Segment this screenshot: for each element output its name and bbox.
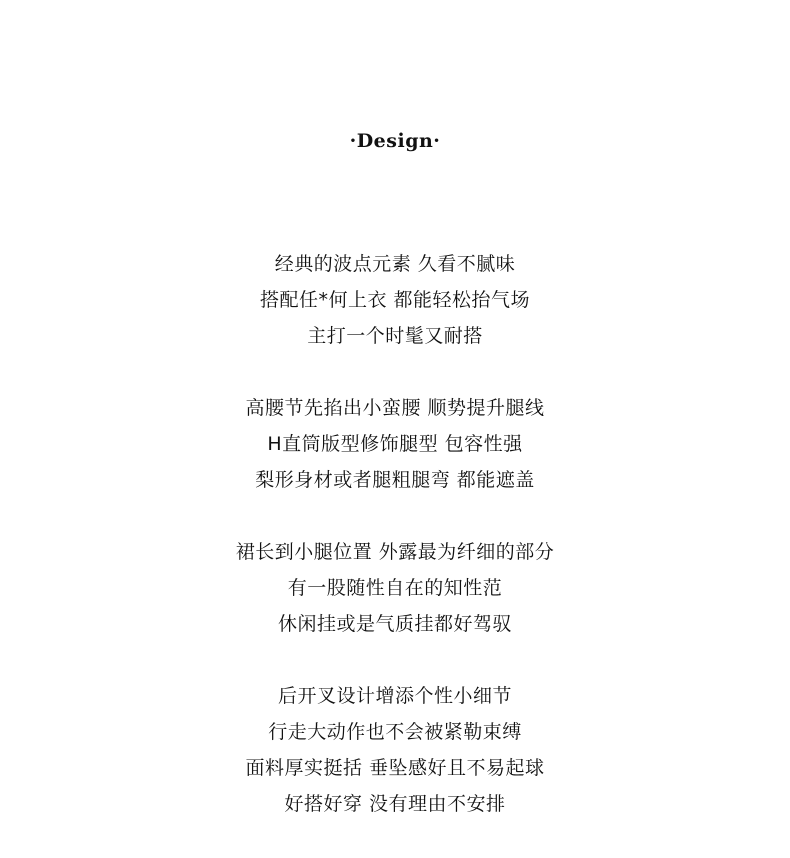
text-line: H直筒版型修饰腿型 包容性强 <box>267 433 523 455</box>
text-line: 后开叉设计增添个性小细节 <box>277 685 512 707</box>
text-line: 休闲挂或是气质挂都好驾驭 <box>277 613 512 635</box>
paragraph-4 <box>0 678 790 822</box>
text-line: 梨形身材或者腿粗腿弯 都能遮盖 <box>255 469 535 491</box>
paragraph-1 <box>0 246 790 354</box>
text-line: 行走大动作也不会被紧勒束缚 <box>268 721 522 743</box>
text-line: 搭配任*何上衣 都能轻松抬气场 <box>259 289 531 311</box>
paragraph-2 <box>0 390 790 498</box>
text-line: 经典的波点元素 久看不腻味 <box>274 253 516 275</box>
text-line: 好搭好穿 没有理由不安排 <box>284 793 506 815</box>
text-line: 有一股随性自在的知性范 <box>287 577 503 599</box>
text-line: 裙长到小腿位置 外露最为纤细的部分 <box>235 541 555 563</box>
text-line: 主打一个时髦又耐搭 <box>307 325 483 347</box>
text-line: 面料厚实挺括 垂坠感好且不易起球 <box>245 757 545 779</box>
page-title: ·Design· <box>349 130 441 152</box>
text-line: 高腰节先掐出小蛮腰 顺势提升腿线 <box>245 397 545 419</box>
paragraph-3 <box>0 534 790 642</box>
description-text <box>0 246 790 858</box>
